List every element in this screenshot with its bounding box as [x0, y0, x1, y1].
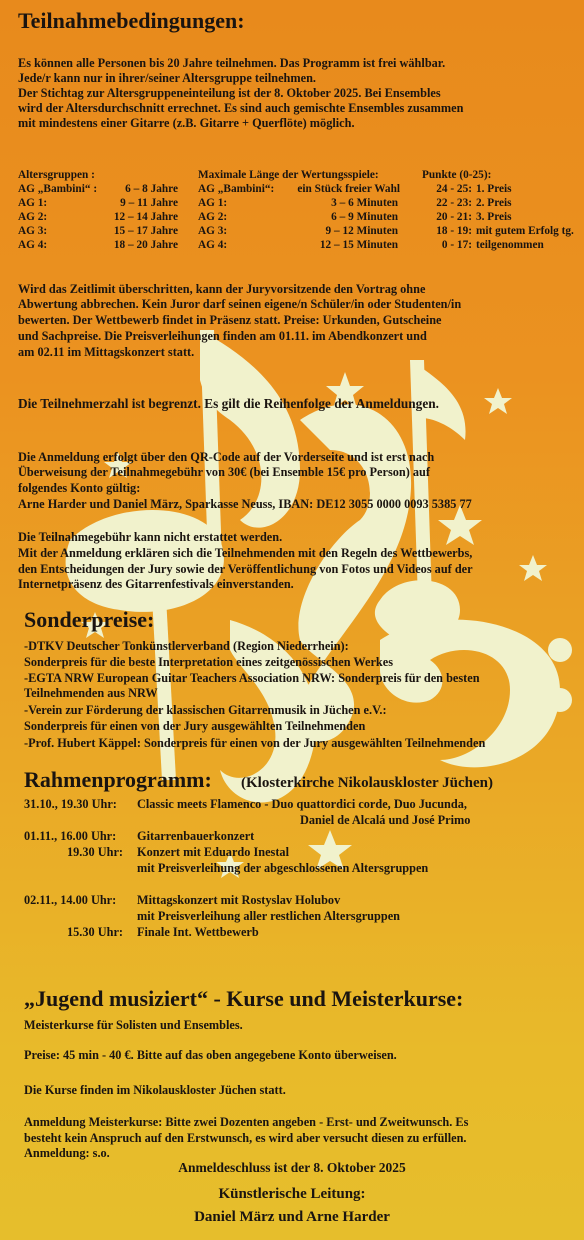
age-group-label: AG 3:	[18, 225, 48, 237]
points-header: Punkte (0-25):	[422, 169, 492, 181]
max-length-value: 12 – 15 Minuten	[319, 239, 398, 251]
event-time: 19.30 Uhr:	[67, 845, 124, 859]
rules-line: Abwertung abbrechen. Kein Juror darf seinen eigene/n Schüler/in oder Studenten/in	[18, 297, 462, 311]
points-range: 20 - 21:	[436, 211, 472, 223]
age-group-value: 18 – 20 Jahre	[113, 239, 178, 251]
age-group-label: AG 2:	[18, 211, 48, 223]
rules-line: bewerten. Der Wettbewerb findet in Präsenz statt. Preise: Urkunden, Gutscheine	[18, 313, 442, 327]
program-venue: (Klosterkirche Nikolauskloster Jüchen)	[241, 775, 493, 791]
special-prize-line: -DTKV Deutscher Tonkünstlerverband (Region Niederrhein):	[24, 639, 349, 653]
event-time: 02.11., 14.00 Uhr:	[24, 893, 117, 907]
courses-title: „Jugend musiziert“ - Kurse und Meisterkurse:	[24, 986, 464, 1011]
max-length-label: AG 3:	[198, 225, 228, 237]
bank-details: Arne Harder und Daniel März, Sparkasse Neuss, IBAN: DE12 3055 0000 0093 5385 77	[18, 497, 472, 511]
registration-line: Überweisung der Teilnahmegebühr von 30€ (bei Ensemble 15€ pro Person) auf	[18, 465, 430, 479]
direction-names: Daniel März und Arne Harder	[194, 1209, 390, 1225]
fee-note-line: Die Teilnahmegebühr kann nicht erstattet werden.	[18, 530, 283, 544]
points-range: 24 - 25:	[436, 183, 472, 195]
age-group-value: 12 – 14 Jahre	[113, 211, 178, 223]
special-prizes-title: Sonderpreise:	[24, 607, 155, 632]
program-title: Rahmenprogramm:	[24, 767, 212, 792]
registration-line: Die Anmeldung erfolgt über den QR-Code auf der Vorderseite und ist erst nach	[18, 450, 435, 464]
event-time: 15.30 Uhr:	[67, 925, 124, 939]
courses-line: Anmeldung: s.o.	[24, 1146, 110, 1160]
points-result: 3. Preis	[476, 211, 512, 223]
age-group-value: 6 – 8 Jahre	[125, 183, 178, 195]
rules-line: und Sachpreise. Die Preisverleihungen finden am 01.11. im Abendkonzert und	[18, 329, 427, 343]
special-prize-line: -Verein zur Förderung der klassischen Gitarrenmusik in Jüchen e.V.:	[24, 703, 387, 717]
special-prize-line: -EGTA NRW European Guitar Teachers Association NRW: Sonderpreis für den besten	[24, 671, 480, 685]
event-text: mit Preisverleihung aller restlichen Altersgruppen	[137, 909, 400, 923]
max-length-header: Maximale Länge der Wertungsspiele:	[198, 169, 379, 181]
max-length-label: AG 1:	[198, 197, 228, 209]
points-result: 2. Preis	[476, 197, 512, 209]
fee-note-line: den Entscheidungen der Jury sowie der Veröffentlichung von Fotos und Videos auf der	[18, 562, 473, 576]
event-text: Finale Int. Wettbewerb	[137, 925, 259, 939]
age-groups-header: Altersgruppen :	[18, 169, 95, 181]
courses-line: Preise: 45 min - 40 €. Bitte auf das oben angegebene Konto überweisen.	[24, 1048, 397, 1062]
courses-line: Anmeldung Meisterkurse: Bitte zwei Dozenten angeben - Erst- und Zweitwunsch. Es	[24, 1115, 469, 1129]
event-text: mit Preisverleihung der abgeschlossenen Altersgruppen	[137, 861, 429, 875]
page-title: Teilnahmebedingungen:	[18, 8, 245, 33]
points-result: mit gutem Erfolg tg.	[476, 225, 574, 237]
courses-line: Meisterkurse für Solisten und Ensembles.	[24, 1018, 243, 1032]
intro-line: wird der Altersdurchschnitt errechnet. Es sind auch gemischte Ensembles zusammen	[18, 101, 464, 115]
intro-line: Der Stichtag zur Altersgruppeneinteilung ist der 8. Oktober 2025. Bei Ensembles	[18, 86, 441, 100]
intro-line: Jede/r kann nur in ihrer/seiner Altersgruppe teilnehmen.	[18, 71, 316, 85]
special-prize-line: Sonderpreis für die beste Interpretation eines zeitgenössischen Werkes	[24, 655, 394, 669]
max-length-value: 3 – 6 Minuten	[331, 197, 398, 209]
direction-label: Künstlerische Leitung:	[218, 1186, 366, 1202]
rules-line: am 02.11 im Mittagskonzert statt.	[18, 345, 195, 359]
max-length-value: 9 – 12 Minuten	[325, 225, 398, 237]
fee-note-line: Internetpräsenz des Gitarrenfestivals einverstanden.	[18, 577, 294, 591]
max-length-value: ein Stück freier Wahl	[297, 183, 400, 195]
fee-note-line: Mit der Anmeldung erklären sich die Teilnehmenden mit den Regeln des Wettbewerbs,	[18, 546, 473, 560]
event-text: Gitarrenbauerkonzert	[137, 829, 255, 843]
max-length-label: AG 4:	[198, 239, 228, 251]
max-length-label: AG „Bambini“:	[198, 183, 275, 195]
event-text: Classic meets Flamenco - Duo quattordici corde, Duo Jucunda,	[137, 797, 467, 811]
rules-line: Wird das Zeitlimit überschritten, kann der Juryvorsitzende den Vortrag ohne	[18, 282, 426, 296]
special-prize-line: -Prof. Hubert Käppel: Sonderpreis für einen von der Jury ausgewählten Teilnehmenden	[24, 736, 486, 750]
points-range: 0 - 17:	[441, 239, 472, 251]
event-text: Daniel de Alcalá und José Primo	[300, 813, 471, 827]
max-length-label: AG 2:	[198, 211, 228, 223]
special-prize-line: Sonderpreis für einen von der Jury ausgewählten Teilnehmenden	[24, 719, 366, 733]
registration-line: folgendes Konto gültig:	[18, 481, 141, 495]
limited-notice: Die Teilnehmerzahl ist begrenzt. Es gilt die Reihenfolge der Anmeldungen.	[18, 396, 439, 411]
age-group-label: AG 4:	[18, 239, 48, 251]
age-group-label: AG 1:	[18, 197, 48, 209]
age-group-value: 9 – 11 Jahre	[120, 197, 178, 209]
courses-line: besteht kein Anspruch auf den Erstwunsch, es wird aber versucht diesen zu erfüllen.	[24, 1131, 467, 1145]
points-result: teilgenommen	[476, 239, 544, 251]
event-text: Mittagskonzert mit Rostyslav Holubov	[137, 893, 341, 907]
points-range: 22 - 23:	[436, 197, 472, 209]
deadline: Anmeldeschluss ist der 8. Oktober 2025	[178, 1160, 406, 1175]
event-time: 31.10., 19.30 Uhr:	[24, 797, 117, 811]
special-prize-line: Teilnehmenden aus NRW	[24, 686, 158, 700]
age-group-value: 15 – 17 Jahre	[113, 225, 178, 237]
intro-line: Es können alle Personen bis 20 Jahre teilnehmen. Das Programm ist frei wählbar.	[18, 56, 446, 70]
age-group-label: AG „Bambini“ :	[18, 183, 98, 195]
points-result: 1. Preis	[476, 183, 512, 195]
points-range: 18 - 19:	[436, 225, 472, 237]
intro-line: mit mindestens einer Gitarre (z.B. Gitarre + Querflöte) möglich.	[18, 116, 355, 130]
courses-line: Die Kurse finden im Nikolauskloster Jüchen statt.	[24, 1083, 286, 1097]
event-text: Konzert mit Eduardo Inestal	[137, 845, 289, 859]
max-length-value: 6 – 9 Minuten	[331, 211, 398, 223]
event-time: 01.11., 16.00 Uhr:	[24, 829, 117, 843]
